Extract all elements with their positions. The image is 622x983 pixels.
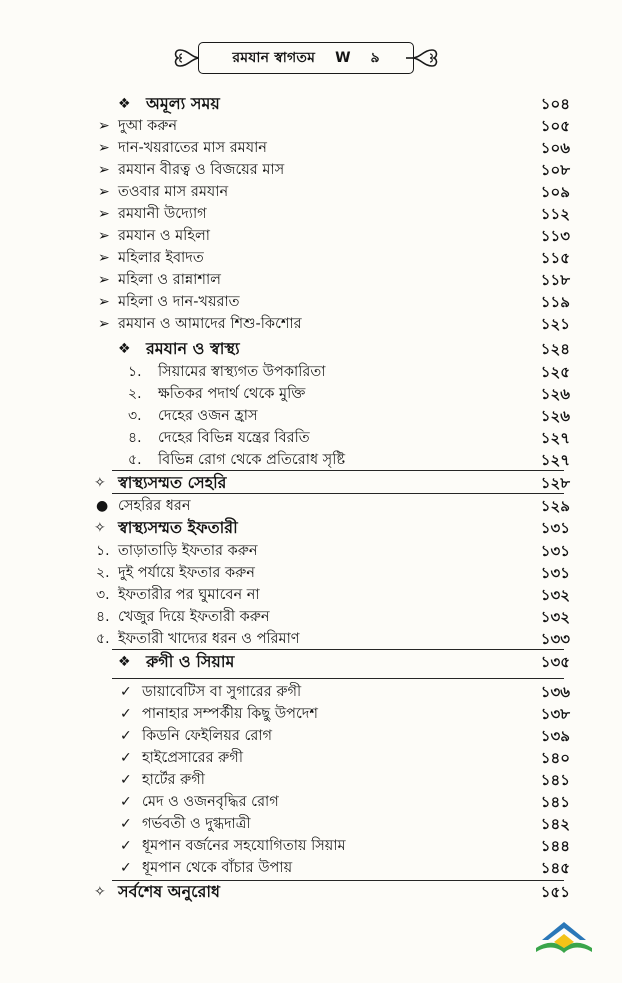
toc-entry-page: ১৩১	[540, 564, 570, 582]
toc-entry-page: ১০৫	[540, 117, 570, 135]
toc-entry	[0, 585, 622, 607]
page-number: ৯	[370, 50, 380, 66]
toc-entry-marker: ✓	[120, 838, 132, 854]
toc-entry-page: ১৩৮	[540, 705, 570, 723]
toc-entry	[0, 292, 622, 314]
toc-entry-title: অমূল্য সময়	[146, 94, 220, 113]
toc-entry	[0, 160, 622, 182]
toc-entry-title: পানাহার সম্পর্কীয় কিছু উপদেশ	[142, 706, 318, 722]
toc-entry-marker: ➢	[98, 316, 110, 332]
toc-entry-title: স্বাস্থ্যসম্মত সেহরি	[118, 473, 227, 492]
toc-entry-marker: ➢	[98, 184, 110, 200]
book-title: রমযান স্বাগতম	[232, 50, 316, 66]
toc-entry-title: তাড়াতাড়ি ইফতার করুন	[118, 543, 258, 559]
toc-entry-title: সিয়ামের স্বাস্থ্যগত উপকারিতা	[158, 364, 326, 380]
toc-entry-title: রমযান ও মহিলা	[118, 228, 210, 244]
publisher-logo-icon	[532, 918, 596, 960]
toc-entry-page: ১৪৫	[540, 859, 570, 877]
toc-entry-marker: ✓	[120, 706, 132, 722]
toc-entry-title: তওবার মাস রমযান	[118, 184, 229, 200]
toc-entry-page: ১৩১	[540, 542, 570, 560]
section-divider	[112, 493, 564, 494]
toc-entry-marker: ২.	[128, 386, 142, 402]
toc-entry	[0, 204, 622, 226]
toc-entry	[0, 541, 622, 563]
toc-entry	[0, 563, 622, 585]
toc-entry-marker: ৩.	[128, 408, 142, 424]
toc-entry	[0, 748, 622, 770]
toc-entry	[0, 362, 622, 384]
toc-entry-marker: ৩.	[96, 587, 110, 603]
toc-entry-marker: ➢	[98, 250, 110, 266]
toc-entry-title: দেহের বিভিন্ন যন্ত্রের বিরতি	[158, 430, 310, 446]
toc-entry-title: ডায়াবেটিস বা সুগারের রুগী	[142, 684, 302, 700]
toc-entry-title: হাইপ্রেসারের রুগী	[142, 750, 243, 766]
toc-entry-page: ১৩২	[540, 608, 570, 626]
toc-entry	[0, 428, 622, 450]
toc-entry-page: ১০৮	[540, 161, 570, 179]
toc-entry-page: ১২৮	[540, 474, 570, 492]
toc-entry-marker: ৪.	[128, 430, 142, 446]
section-divider	[112, 470, 564, 471]
toc-entry	[0, 607, 622, 629]
toc-entry-marker: ✓	[120, 684, 132, 700]
toc-entry-marker: ❖	[118, 341, 131, 357]
toc-entry-page: ১৪২	[540, 815, 570, 833]
toc-entry-marker: ✧	[94, 475, 106, 491]
toc-entry-marker: ➢	[98, 294, 110, 310]
toc-entry-page: ১২৬	[540, 407, 570, 425]
toc-entry-title: রমযান ও স্বাস্থ্য	[146, 339, 240, 358]
toc-entry-page: ১২১	[540, 315, 570, 333]
toc-entry-title: ক্ষতিকর পদার্থ থেকে মুক্তি	[158, 386, 306, 402]
toc-entry-marker: ✓	[120, 794, 132, 810]
toc-entry	[0, 182, 622, 204]
toc-entry-marker: ●	[96, 498, 109, 514]
toc-entry-marker: ❖	[118, 654, 131, 670]
toc-entry-page: ১৩১	[540, 519, 570, 537]
toc-entry	[0, 770, 622, 792]
toc-entry	[0, 270, 622, 292]
toc-entry-marker: ➢	[98, 118, 110, 134]
toc-entry	[0, 226, 622, 248]
toc-entry	[0, 384, 622, 406]
toc-entry-title: দুই পর্যায়ে ইফতার করুন	[118, 565, 255, 581]
toc-entry-page: ১১৮	[540, 271, 570, 289]
toc-entry-marker: ➢	[98, 272, 110, 288]
toc-entry-title: মহিলা ও রান্নাশাল	[118, 272, 221, 288]
toc-entry-marker: ✓	[120, 772, 132, 788]
toc-entry-page: ১২৯	[540, 497, 570, 515]
toc-entry-marker: ✓	[120, 860, 132, 876]
toc-entry-page: ১৪১	[540, 793, 570, 811]
toc-entry	[0, 682, 622, 704]
toc-entry-page: ১৪১	[540, 771, 570, 789]
toc-entry-title: রুগী ও সিয়াম	[146, 652, 235, 671]
toc-entry	[0, 473, 622, 495]
toc-entry-title: হার্টের রুগী	[142, 772, 205, 788]
toc-entry	[0, 704, 622, 726]
toc-entry-page: ১৫১	[540, 883, 570, 901]
toc-entry	[0, 314, 622, 336]
toc-entry-page: ১২৪	[540, 340, 570, 358]
toc-entry-title: মহিলার ইবাদত	[118, 250, 204, 266]
toc-entry-title: দেহের ওজন হ্রাস	[158, 408, 258, 424]
toc-entry-title: মহিলা ও দান-খয়রাত	[118, 294, 240, 310]
toc-entry-marker: ✓	[120, 728, 132, 744]
toc-entry-page: ১৩৩	[540, 630, 570, 648]
toc-entry-page: ১১২	[540, 205, 570, 223]
toc-entry	[0, 248, 622, 270]
toc-entry	[0, 652, 622, 674]
toc-entry-page: ১৩২	[540, 586, 570, 604]
toc-entry-page: ১০৯	[540, 183, 570, 201]
toc-entry-marker: ৫.	[96, 631, 110, 647]
toc-entry	[0, 858, 622, 880]
toc-entry	[0, 450, 622, 472]
toc-entry	[0, 496, 622, 518]
toc-entry	[0, 94, 622, 116]
toc-entry-title: রমযান ও আমাদের শিশু-কিশোর	[118, 316, 302, 332]
toc-entry	[0, 726, 622, 748]
toc-entry-title: মেদ ও ওজনবৃদ্ধির রোগ	[142, 794, 279, 810]
toc-entry-page: ১২৫	[540, 363, 570, 381]
toc-entry	[0, 138, 622, 160]
toc-entry-marker: ✧	[94, 520, 106, 536]
section-divider	[112, 649, 564, 650]
toc-entry	[0, 406, 622, 428]
toc-entry	[0, 339, 622, 361]
toc-entry-page: ১০৬	[540, 139, 570, 157]
toc-entry-page: ১১৫	[540, 249, 570, 267]
toc-entry	[0, 836, 622, 858]
toc-entry-title: দান-খয়রাতের মাস রমযান	[118, 140, 267, 156]
toc-entry	[0, 882, 622, 904]
toc-entry-title: সেহরির ধরন	[118, 498, 191, 514]
toc-entry-page: ১০৪	[540, 95, 570, 113]
toc-entry-page: ১২৬	[540, 385, 570, 403]
toc-entry-marker: ➢	[98, 228, 110, 244]
toc-entry-title: খেজুর দিয়ে ইফতারী করুন	[118, 609, 270, 625]
toc-entry-page: ১২৭	[540, 429, 570, 447]
toc-entry	[0, 629, 622, 651]
toc-entry-page: ১৩৯	[540, 727, 570, 745]
toc-entry-title: রমযানী উদ্যোগ	[118, 206, 207, 222]
toc-entry-title: দুআ করুন	[118, 118, 178, 134]
toc-entry-title: ধূমপান থেকে বাঁচার উপায়	[142, 860, 293, 876]
toc-entry-title: ইফতারী খাদ্যের ধরন ও পরিমাণ	[118, 631, 300, 647]
toc-entry-title: স্বাস্থ্যসম্মত ইফতারী	[118, 518, 238, 537]
toc-entry	[0, 518, 622, 540]
toc-entry-page: ১২৭	[540, 451, 570, 469]
toc-entry-title: ধূমপান বর্জনের সহযোগিতায় সিয়াম	[142, 838, 346, 854]
toc-entry-title: গর্ভবতী ও দুগ্ধদাত্রী	[142, 816, 251, 832]
toc-entry-marker: ✧	[94, 884, 106, 900]
toc-entry-title: ইফতারীর পর ঘুমাবেন না	[118, 587, 260, 603]
toc-entry-title: রমযান বীরত্ব ও বিজয়ের মাস	[118, 162, 285, 178]
toc-entry-marker: ১.	[96, 543, 110, 559]
toc-entry-marker: ❖	[118, 96, 131, 112]
toc-entry-page: ১১৯	[540, 293, 570, 311]
toc-entry-marker: ✓	[120, 750, 132, 766]
toc-entry	[0, 792, 622, 814]
toc-entry-page: ১৪৪	[540, 837, 570, 855]
toc-entry-page: ১৪০	[540, 749, 570, 767]
toc-entry-marker: ➢	[98, 206, 110, 222]
toc-entry-marker: ➢	[98, 140, 110, 156]
toc-entry-marker: ৫.	[128, 452, 142, 468]
toc-entry	[0, 116, 622, 138]
toc-entry-marker: ২.	[96, 565, 110, 581]
toc-entry-title: বিভিন্ন রোগ থেকে প্রতিরোধ সৃষ্টি	[158, 452, 346, 468]
toc-entry-title: সর্বশেষ অনুরোধ	[118, 882, 221, 901]
toc-entry-page: ১৩৬	[540, 683, 570, 701]
toc-entry-marker: ✓	[120, 816, 132, 832]
toc-entry-marker: ১.	[128, 364, 142, 380]
section-divider	[112, 678, 564, 679]
toc-entry-marker: ৪.	[96, 609, 110, 625]
toc-entry-marker: ➢	[98, 162, 110, 178]
chapter-mark: W	[335, 50, 351, 66]
toc-entry-page: ১৩৫	[540, 653, 570, 671]
section-divider	[112, 880, 564, 881]
toc-entry-title: কিডনি ফেইলিয়র রোগ	[142, 728, 273, 744]
toc-entry	[0, 814, 622, 836]
toc-entry-page: ১১৩	[540, 227, 570, 245]
